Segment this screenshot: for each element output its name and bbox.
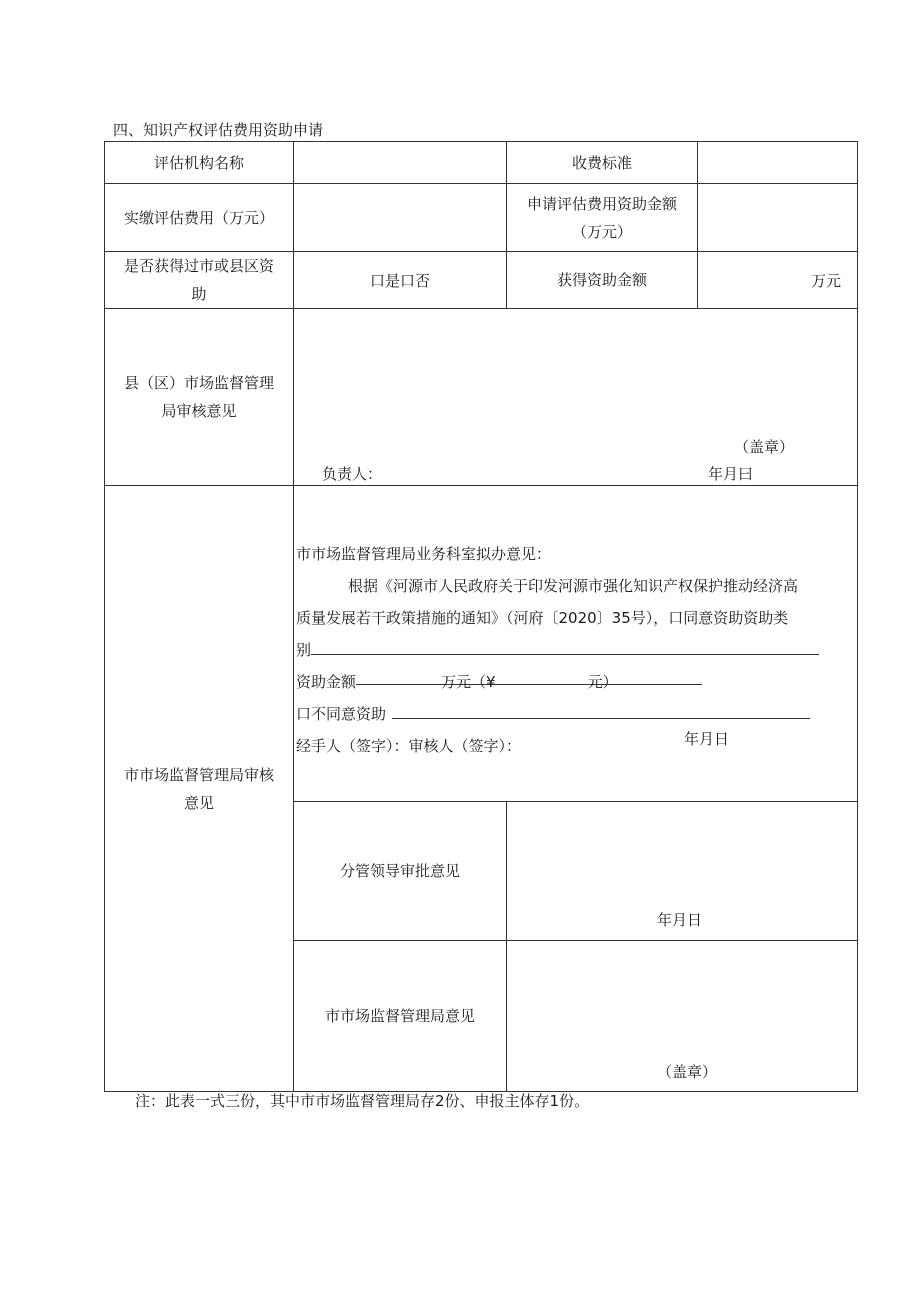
county-seal-text: （盖章） — [734, 438, 795, 456]
org-name-field[interactable] — [294, 142, 507, 184]
county-review-label: 县（区）市场监督管理 局审核意见 — [105, 309, 294, 486]
unit-text: 万元 — [810, 271, 841, 290]
signers-label: 经手人（签字）：审核人（签字）： — [296, 737, 522, 755]
section-title: 四、知识产权评估费用资助申请 — [113, 121, 324, 139]
application-form — [104, 141, 858, 1092]
bureau-seal-text: （盖章） — [657, 1063, 718, 1081]
basis-text-1: 根据《河源市人民政府关于印发河源市强化知识产权保护推动经济高 — [348, 577, 799, 595]
apply-amount-label: 申请评估费用资助金额 （万元） — [507, 184, 698, 252]
paid-fee-label: 实缴评估费用（万元） — [105, 184, 294, 252]
footnote: 注：此表一式三份，其中市市场监督管理局存2份、申报主体存1份。 — [135, 1092, 590, 1110]
dept-opinion-field[interactable] — [294, 486, 858, 802]
yes-no-checkboxes[interactable]: 口是口否 — [294, 252, 507, 309]
county-date-text: 年月曰 — [708, 465, 754, 483]
leader-approval-label: 分管领导审批意见 — [294, 802, 507, 941]
apply-amount-field[interactable] — [698, 184, 858, 252]
paid-fee-field[interactable] — [294, 184, 507, 252]
obtained-amount-field[interactable] — [698, 252, 858, 309]
org-name-label: 评估机构名称 — [105, 142, 294, 184]
county-review-field[interactable] — [294, 309, 858, 486]
obtained-amount-label: 获得资助金额 — [507, 252, 698, 309]
basis-text-2: 质量发展若干政策措施的通知》（河府〔2020〕35号），口同意资助资助类 — [296, 609, 789, 627]
fee-standard-label: 收费标准 — [507, 142, 698, 184]
bureau-opinion-field[interactable] — [507, 941, 858, 1092]
amount-blank[interactable]: 万元（¥ 元） — [356, 666, 702, 685]
disagree-checkbox[interactable]: 口不同意资助 — [296, 705, 387, 723]
leader-approval-field[interactable] — [507, 802, 858, 941]
leader-date-text: 年月日 — [657, 911, 703, 929]
city-review-label: 市市场监督管理局审核 意见 — [105, 486, 294, 1092]
category-blank[interactable] — [311, 636, 819, 655]
bureau-opinion-label: 市市场监督管理局意见 — [294, 941, 507, 1092]
dept-opinion-heading: 市市场监督管理局业务科室拟办意见： — [296, 545, 552, 563]
dept-date-text: 年月日 — [684, 730, 730, 748]
county-responsible-label: 负责人： — [322, 465, 383, 483]
disagree-blank[interactable] — [392, 700, 810, 719]
basis-text-3: 别 — [296, 641, 312, 659]
amount-label: 资助金额 — [296, 673, 357, 691]
fee-standard-field[interactable] — [698, 142, 858, 184]
obtained-before-label: 是否获得过市或县区资 助 — [105, 252, 294, 309]
